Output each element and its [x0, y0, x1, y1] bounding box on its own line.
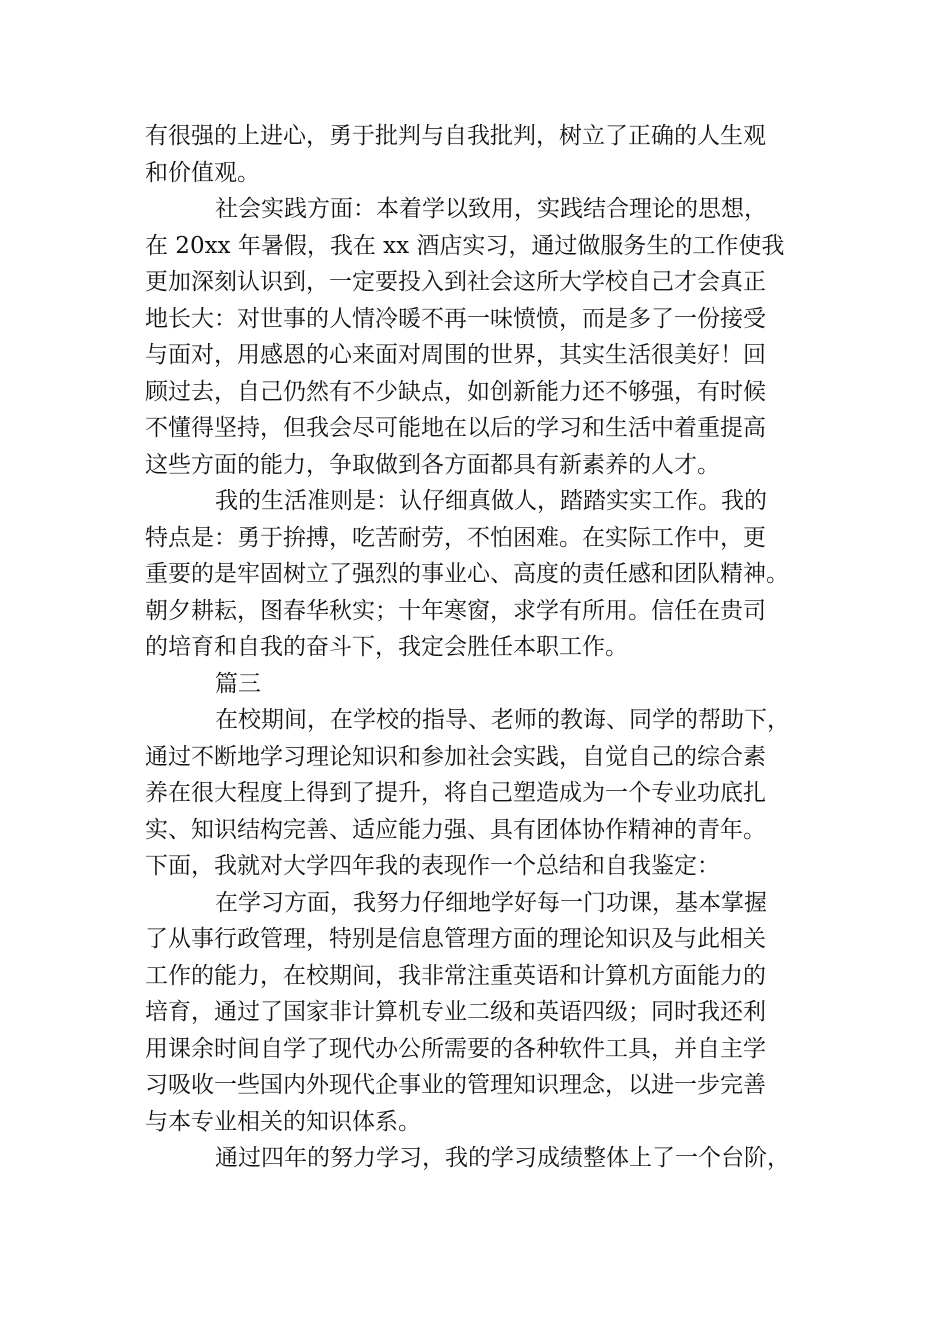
text-line: 这些方面的能力，争取做到各方面都具有新素养的人才。	[145, 451, 720, 478]
text-line: 下面，我就对大学四年我的表现作一个总结和自我鉴定：	[145, 853, 720, 879]
text-line: 在学习方面，我努力仔细地学好每一门功课，基本掌握	[215, 889, 767, 916]
text-line: 有很强的上进心，勇于批判与自我批判，树立了正确的人生观	[145, 123, 766, 149]
text-line: 了从事行政管理，特别是信息管理方面的理论知识及与此相关	[145, 926, 766, 952]
text-line: 重要的是牢固树立了强烈的事业心、高度的责任感和团队精神。	[145, 561, 789, 587]
text-line: 特点是：勇于拚搏，吃苦耐劳，不怕困难。在实际工作中，更	[145, 524, 766, 551]
text-line: 习吸收一些国内外现代企事业的管理知识理念，以进一步完善	[145, 1072, 766, 1098]
text-line: 不懂得坚持，但我会尽可能地在以后的学习和生活中着重提高	[145, 415, 766, 441]
text-line: 实、知识结构完善、适应能力强、具有团体协作精神的青年。	[145, 816, 766, 843]
text-line: 与面对，用感恩的心来面对周围的世界，其实生活很美好！回	[145, 342, 766, 368]
text-line: 顾过去，自己仍然有不少缺点，如创新能力还不够强，有时候	[145, 378, 766, 405]
text-line: 篇三	[215, 670, 261, 697]
text-line: 在 20xx 年暑假，我在 xx 酒店实习，通过做服务生的工作使我	[145, 232, 785, 259]
text-line: 养在很大程度上得到了提升，将自己塑造成为一个专业功底扎	[145, 780, 766, 806]
text-line: 的培育和自我的奋斗下，我定会胜任本职工作。	[145, 634, 628, 660]
document-body	[145, 118, 810, 1177]
text-line: 朝夕耕耘，图春华秋实；十年寒窗，求学有所用。信任在贵司	[145, 597, 766, 624]
text-line: 用课余时间自学了现代办公所需要的各种软件工具，并自主学	[145, 1035, 766, 1062]
text-line: 工作的能力，在校期间，我非常注重英语和计算机方面能力的	[145, 962, 766, 989]
text-line: 通过四年的努力学习，我的学习成绩整体上了一个台阶，	[215, 1145, 790, 1171]
text-line: 在校期间，在学校的指导、老师的教诲、同学的帮助下，	[215, 707, 790, 733]
text-line: 我的生活准则是：认仔细真做人，踏踏实实工作。我的	[215, 488, 767, 514]
text-line: 和价值观。	[145, 159, 260, 186]
text-line: 地长大：对世事的人情冷暖不再一味愤愤，而是多了一份接受	[145, 305, 766, 332]
text-line: 更加深刻认识到，一定要投入到社会这所大学校自己才会真正	[145, 269, 766, 295]
text-line: 与本专业相关的知识体系。	[145, 1108, 421, 1135]
text-line: 通过不断地学习理论知识和参加社会实践，自觉自己的综合素	[145, 743, 766, 770]
text-line: 社会实践方面：本着学以致用，实践结合理论的思想，	[215, 196, 767, 222]
text-line: 培育，通过了国家非计算机专业二级和英语四级；同时我还利	[145, 999, 766, 1025]
